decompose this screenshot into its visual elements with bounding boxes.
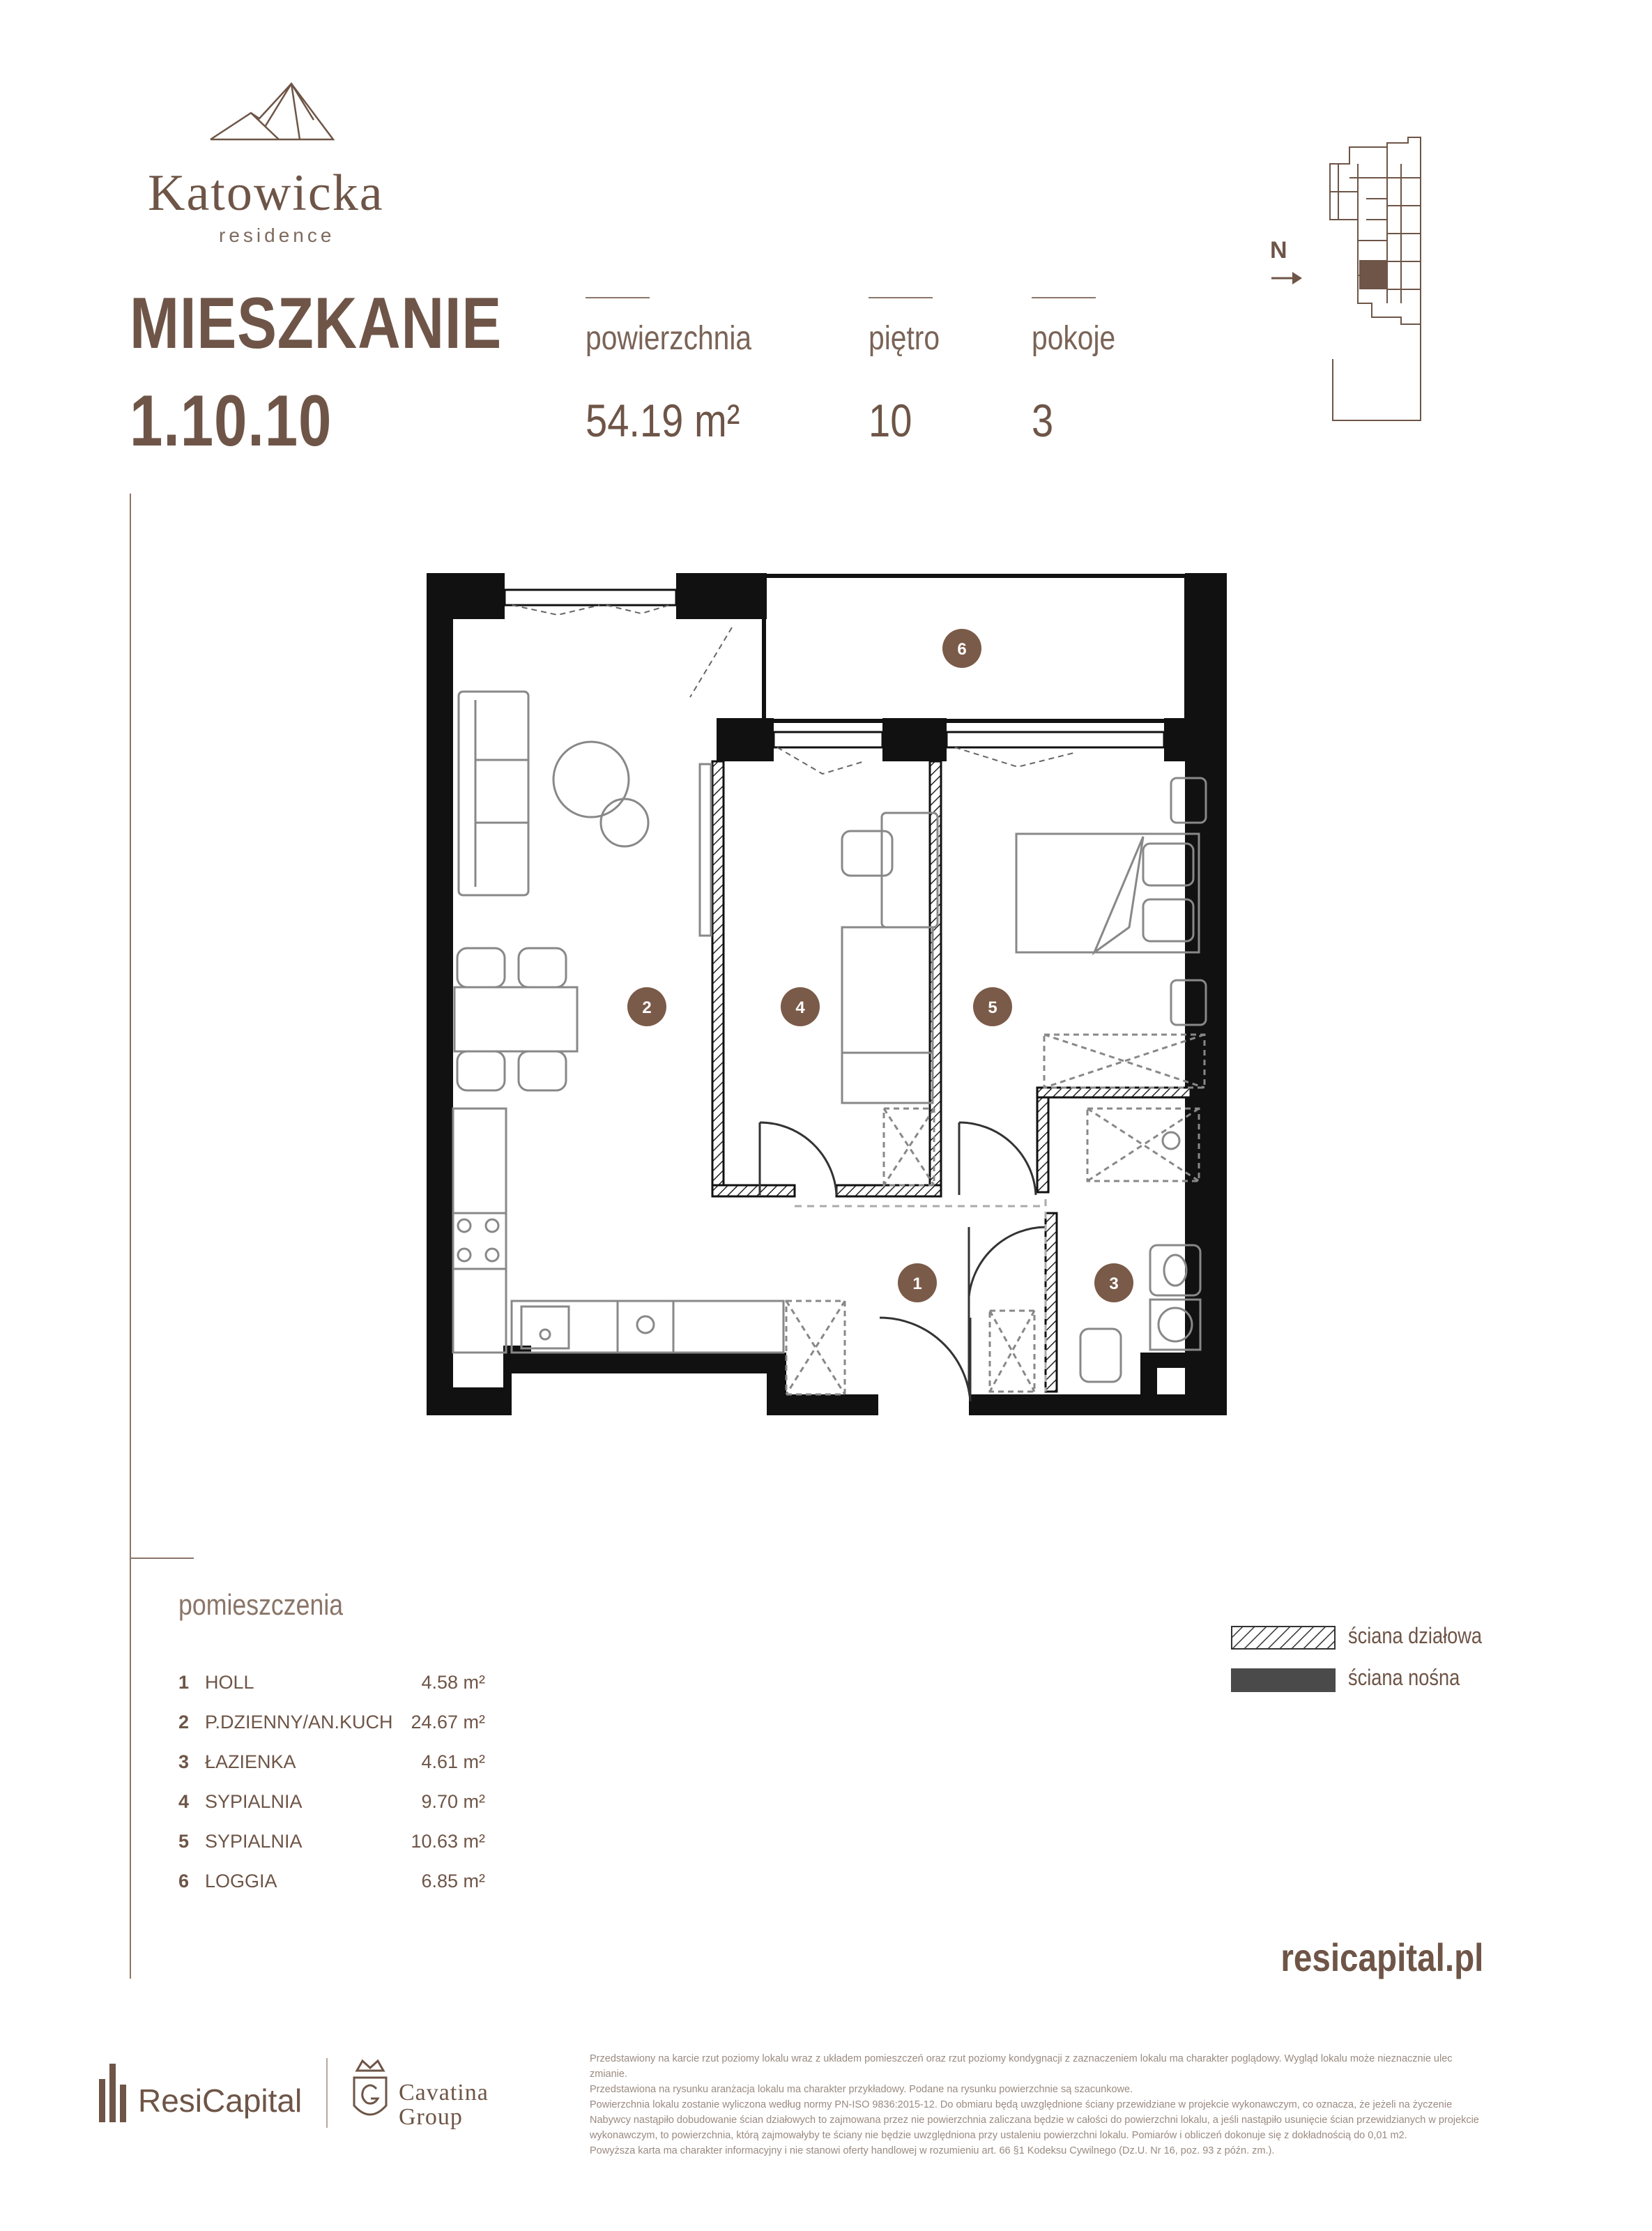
rooms-title: pomieszczenia — [178, 1588, 344, 1621]
website-link[interactable]: resicapital.pl — [1280, 1935, 1483, 1979]
room-area: 9.70 m² — [421, 1791, 485, 1812]
room-name: ŁAZIENKA — [205, 1751, 296, 1772]
stat-label-rooms: pokoje — [1032, 320, 1116, 357]
room-badge-4 — [781, 987, 820, 1026]
disclaimer-line: Nabywcy nastąpiło dobudowanie ścian działowych to zajmowana przez nie powierzchnia zaliczana będzie w całości do powierzchni lokalu, a jeśli nastąpiło usunięcie ścian przewidzianych w projekcie — [590, 2115, 1479, 2126]
disclaimer-line: Powyższa karta ma charakter informacyjny i nie stanowi oferty handlowej w rozumieniu art. 66 §1 Kodeksu Cywilnego (Dz.U. Nr 16, poz. 93 z późn. zm.). — [590, 2145, 1275, 2156]
north-arrow-icon — [1270, 268, 1303, 289]
cavatina-logo-text-line2: Group — [399, 2104, 463, 2130]
cavatina-crest-icon — [350, 2057, 390, 2126]
brand-subtitle: residence — [219, 224, 335, 246]
katowicka-logo-icon — [209, 78, 335, 142]
svg-text:3: 3 — [1109, 1274, 1119, 1293]
legend-load-bearing-wall: ściana nośna — [1348, 1665, 1460, 1690]
room-name: SYPIALNIA — [205, 1831, 303, 1852]
floor-plan — [418, 565, 1241, 1422]
stat-value-area: 54.19 m² — [586, 395, 740, 446]
svg-text:5: 5 — [988, 998, 997, 1017]
apartment-number: 1.10.10 — [130, 381, 332, 462]
svg-text:6: 6 — [957, 640, 967, 659]
room-row — [178, 1831, 485, 1859]
brand-name: Katowicka — [148, 165, 384, 222]
disclaimer-line: wykonawczym, to powierzchnia, którą zajmowałyby te ściany nie będzie uwzględniona przy ustaleniu powierzchni lokalu. Pomiarów i obliczeń dokonuje się z dokładnością do 0,01 m2. — [590, 2130, 1407, 2141]
north-label: N — [1270, 237, 1287, 264]
room-name: LOGGIA — [205, 1871, 277, 1891]
room-badge-3 — [1094, 1263, 1133, 1302]
room-row — [178, 1672, 485, 1700]
guide-tick — [130, 1558, 194, 1559]
disclaimer — [590, 2051, 1489, 2158]
room-number: 3 — [178, 1751, 190, 1772]
room-name: HOLL — [205, 1672, 254, 1693]
building-site-plan — [1324, 136, 1436, 425]
room-number: 4 — [178, 1791, 190, 1812]
disclaimer-line: Przedstawiona na rysunku aranżacja lokalu ma charakter przykładowy. Podane na rysunku powierzchnie są szacunkowe. — [590, 2084, 1133, 2095]
stat-label-floor: piętro — [869, 320, 940, 357]
svg-text:1: 1 — [912, 1274, 922, 1293]
svg-text:2: 2 — [642, 998, 652, 1017]
room-row — [178, 1712, 485, 1739]
room-row — [178, 1871, 485, 1898]
partition-wall-swatch — [1231, 1626, 1336, 1650]
room-name: SYPIALNIA — [205, 1791, 303, 1812]
load-bearing-wall-swatch — [1231, 1668, 1336, 1692]
stat-label-area: powierzchnia — [586, 320, 752, 357]
room-badge-5 — [973, 987, 1012, 1026]
room-number: 6 — [178, 1871, 190, 1891]
room-row — [178, 1791, 485, 1819]
room-row — [178, 1751, 485, 1779]
stat-rule — [586, 297, 650, 298]
stat-rule — [1032, 297, 1096, 298]
stat-rule — [869, 297, 933, 298]
room-badge-2 — [627, 987, 666, 1026]
room-area: 10.63 m² — [411, 1831, 485, 1852]
resicapital-logo-text: ResiCapital — [138, 2082, 303, 2119]
footer-divider — [326, 2058, 328, 2128]
room-number: 5 — [178, 1831, 190, 1852]
resicapital-logo-icon — [98, 2059, 131, 2124]
disclaimer-line: Przedstawiony na karcie rzut poziomy lokalu wraz z układem pomieszczeń oraz rzut poziomy kondygnacji z zaznaczeniem lokalu ma charakter poglądowy. Wygląd lokalu może nieznacznie ulec zmianie. — [590, 2053, 1453, 2080]
room-name: P.DZIENNY/AN.KUCH — [205, 1712, 393, 1733]
room-badges — [627, 629, 1133, 1302]
disclaimer-line: Powierzchnia lokalu zostanie wyliczona według normy PN-ISO 9836:2015-12. Do obmiaru będą uwzględnione ściany przewidziane w projekcie wykonawczym, co oznacza, że jeżeli na życzenie — [590, 2099, 1453, 2110]
stat-value-rooms: 3 — [1032, 395, 1054, 446]
room-area: 4.58 m² — [421, 1672, 485, 1693]
apartment-label: MIESZKANIE — [130, 283, 503, 364]
room-badge-1 — [898, 1263, 937, 1302]
room-badge-6 — [942, 629, 981, 668]
room-area: 24.67 m² — [411, 1712, 485, 1733]
cavatina-logo-text-line1: Cavatina — [399, 2080, 489, 2106]
room-area: 4.61 m² — [421, 1751, 485, 1772]
stat-value-floor: 10 — [869, 395, 912, 446]
room-number: 1 — [178, 1672, 190, 1693]
svg-text:4: 4 — [795, 998, 805, 1017]
room-number: 2 — [178, 1712, 190, 1733]
legend-partition-wall: ściana działowa — [1348, 1623, 1483, 1648]
guide-line — [130, 494, 131, 1979]
room-area: 6.85 m² — [421, 1871, 485, 1891]
